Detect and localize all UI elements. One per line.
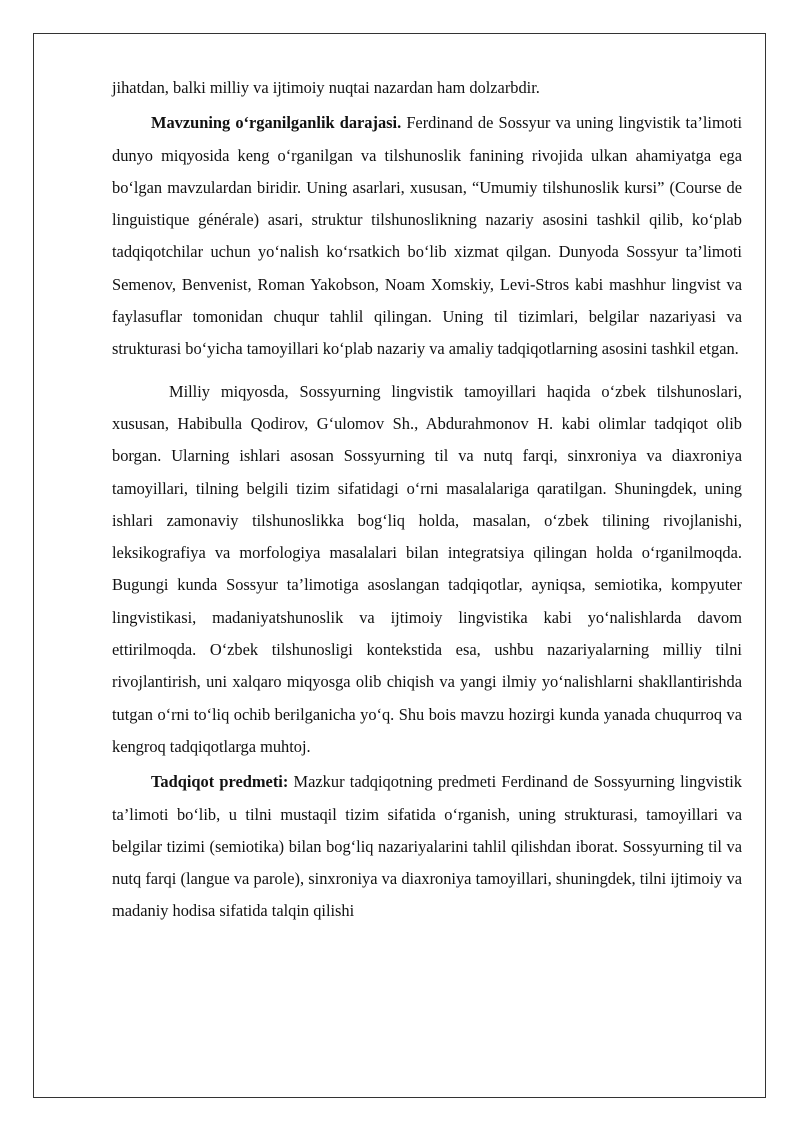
paragraph-national-scale bbox=[112, 376, 742, 764]
paragraph-text: Mazkur tadqiqotning predmeti Ferdinand de Sossyurning lingvistik ta’limoti bo‘lib, u tilni mustaqil tizim sifatida o‘rganish, uning strukturasi, tamoyillari va belgilar tizimi (semiotika) bilan bog‘liq nazariyalarini tahlil qilishdan iborat. Sossyurning til va nutq farqi (langue va parole), sinxroniya va diaxroniya tamoyillari, shuningdek, tilni ijtimoiy va madaniy hodisa sifatida talqin qilishi bbox=[112, 772, 742, 921]
paragraph-study-level bbox=[112, 107, 742, 365]
paragraph-continuation bbox=[112, 72, 742, 104]
section-heading-research-subject: Tadqiqot predmeti: bbox=[151, 772, 289, 792]
paragraph-research-subject bbox=[112, 766, 742, 927]
document-body bbox=[112, 72, 742, 928]
paragraph-text: Ferdinand de Sossyur va uning lingvistik ta’limoti dunyo miqyosida keng o‘rganilgan va tilshunoslik fanining rivojida ulkan ahamiyatga ega bo‘lgan mavzulardan biridir. Uning asarlari, xususan, “Umumiy tilshunoslik kursi” (Course de linguistique générale) asari, struktur tilshunoslikning nazariy asosini tashkil qilib, ko‘plab tadqiqotchilar uchun yo‘nalish ko‘rsatkich bo‘lib xizmat qilgan. Dunyoda Sossyur ta’limoti Semenov, Benvenist, Roman Yakobson, Noam Xomskiy, Levi-Stros kabi mashhur lingvist va faylasuflar tomonidan chuqur tahlil qilingan. Uning til tizimlari, belgilar nazariyasi va strukturasi bo‘yicha tamoyillari ko‘plab nazariy va amaliy tadqiqotlarning asosini tashkil etgan. bbox=[112, 113, 742, 359]
paragraph-text: jihatdan, balki milliy va ijtimoiy nuqtai nazardan ham dolzarbdir. bbox=[112, 78, 540, 97]
paragraph-text: Milliy miqyosda, Sossyurning lingvistik tamoyillari haqida o‘zbek tilshunoslari, xususan, Habibulla Qodirov, G‘ulomov Sh., Abdurahmonov H. kabi olimlar tadqiqot olib borgan. Ularning ishlari asosan Sossyurning til va nutq farqi, sinxroniya va diaxroniya tamoyillari, tilning belgili tizim sifatidagi o‘rni masalalariga qaratilgan. Shuningdek, uning ishlari zamonaviy tilshunoslikka bog‘liq holda, masalan, o‘zbek tilining rivojlanishi, leksikografiya va morfologiya masalalari bilan integratsiya qilingan holda o‘rganilmoqda. Bugungi kunda Sossyur ta’limotiga asoslangan tadqiqotlar, ayniqsa, semiotika, kompyuter lingvistikasi, madaniyatshunoslik va ijtimoiy lingvistika kabi yo‘nalishlarda davom ettirilmoqda. O‘zbek tilshunosligi kontekstida esa, ushbu nazariyalarning milliy tilni rivojlantirish, uni xalqaro miqyosga olib chiqish va yangi ilmiy yo‘nalishlarni shakllantirishda tutgan o‘rni to‘liq ochib berilganicha yo‘q. Shu bois mavzu hozirgi kunda yanada chuqurroq va kengroq tadqiqotlarga muhtoj. bbox=[112, 381, 742, 756]
section-heading-study-level: Mavzuning o‘rganilganlik darajasi. bbox=[151, 113, 402, 133]
